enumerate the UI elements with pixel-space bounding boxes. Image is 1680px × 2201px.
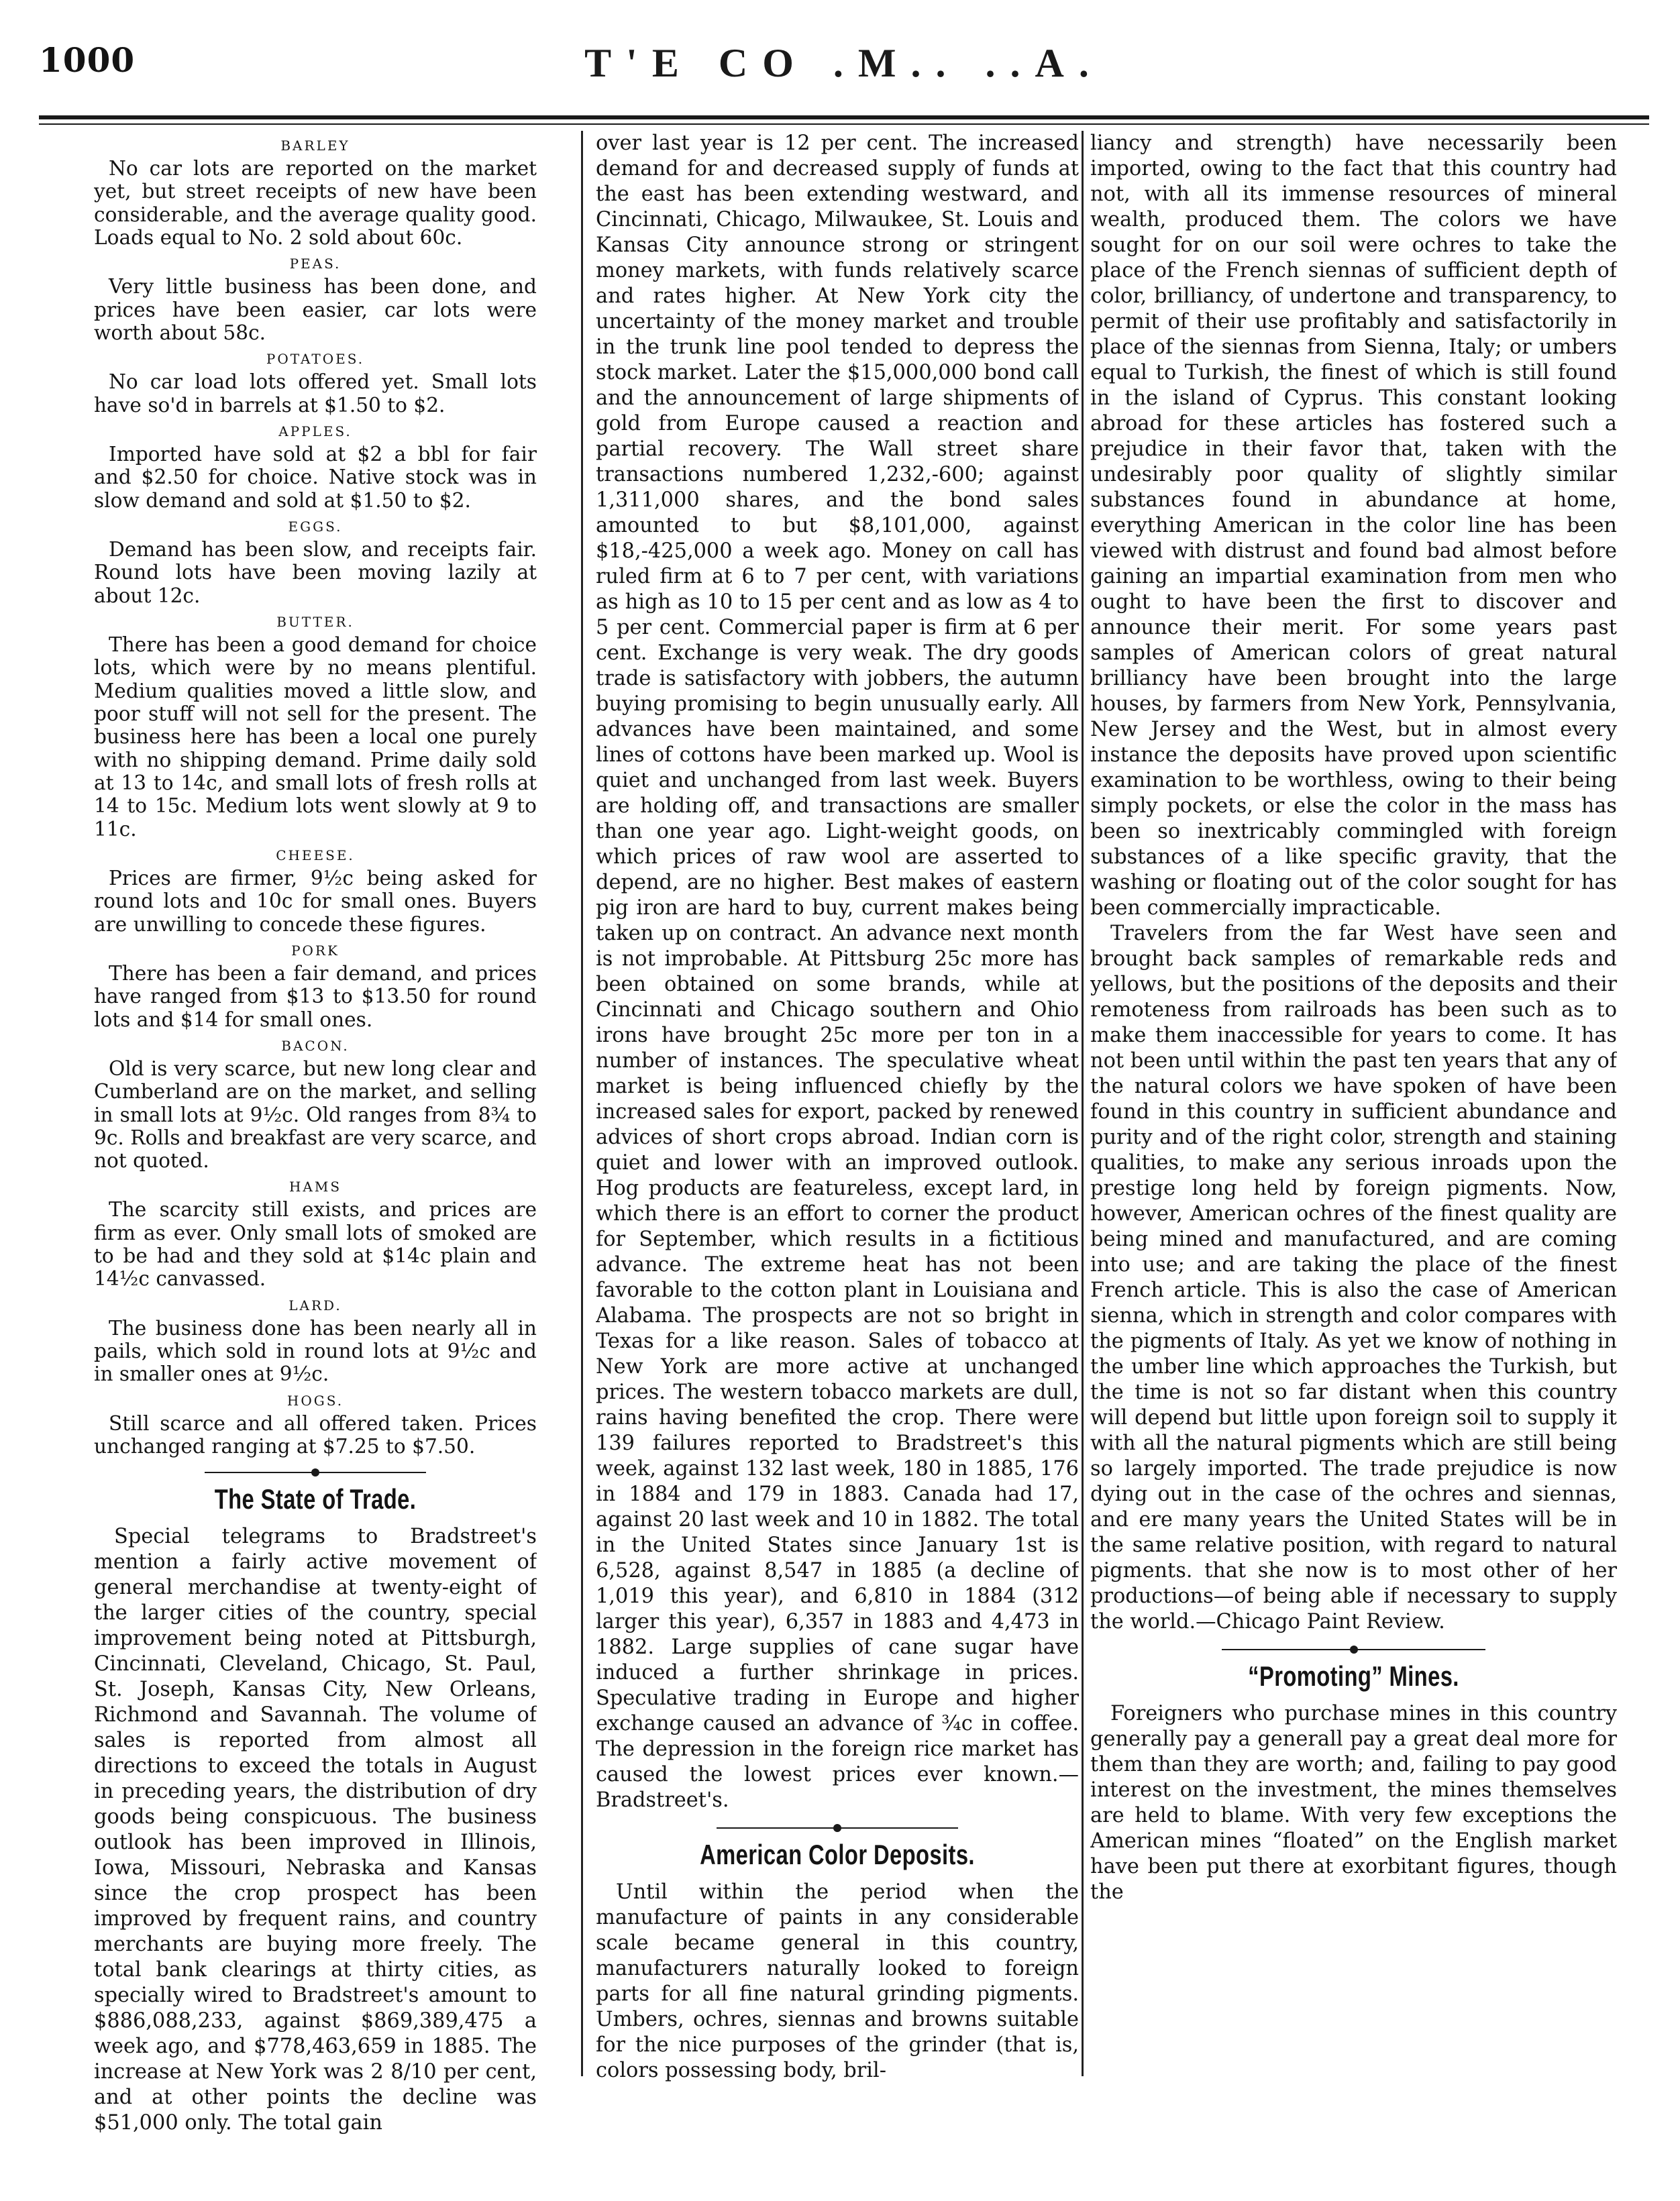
page-header [39,40,1649,114]
column-rule-1 [581,131,583,2076]
column-rule-2 [1082,131,1084,2076]
section-title-promoting-mines: “Promoting” Mines. [1248,1660,1459,1692]
column-2 [596,131,1079,2143]
header-rule-thick [39,115,1649,119]
market-report-text: Very little business has been done, and prices have been easier, car lots were worth about 58c. [94,275,537,344]
market-report-heading: APPLES. [278,423,352,439]
market-report-text: The business done has been nearly all in pails, which sold in round lots at 9½c and in smaller ones at 9½c. [94,1316,537,1386]
market-report-heading: BUTTER. [276,613,354,630]
market-reports [94,138,537,1458]
state-of-trade-text: Special telegrams to Bradstreet's mention a fairly active movement of general merchandise at twenty-eight of the larger cities of the country, special improvement being noted at Pittsburgh, Cincinnati, Cleveland, Chicago, St. Paul, St. Joseph, Kansas City, New Orleans, Richmond and Savannah. The volume of sales is reported from almost all directions to exceed the totals in August in preceding years, the distribution of dry goods being conspicuous. The business outlook has been improved in Illinois, Iowa, Missouri, Nebraska and Kansas since the crop prospect has been improved by frequent rains, and country merchants are buying more freely. The total bank clearings at thirty cities, as specially wired to Bradstreet's amount to $886,088,233, against $869,389,475 a week ago, and $778,463,659 in 1885. The increase at New York was 2 8/10 per cent, and at other points the decline was $51,000 only. The total gain [94,1524,537,2135]
travelers-paragraph: Travelers from the far West have seen and brought back samples of remarkable reds and yellows, but the positions of the deposits and their remoteness from railroads has been such as to make them inaccessible for years to come. It has not been until within the past ten years that any of the natural colors we have spoken of have been found in this country in sufficient abundance and purity and of the right color, strength and staining qualities, to make any serious inroads upon the prestige long held by foreign pigments. Now, however, American ochres of the finest quality are being mined and manufactured, and are coming into use; and are taking the place of the finest French article. This is also the case of American sienna, which in strength and color compares with the pigments of Italy. As yet we know of nothing in the umber line which approaches the Turkish, but the time is not so far distant when this country will depend but little upon foreign soil to supply it with all the natural pigments which are still being so largely imported. The trade prejudice is now dying out in the case of the ochres and siennas, and ere many years the United States will be in the same relative position, with regard to natural pigments. that she now is to most other of her productions—of being able if necessary to supply the world.—Chicago Paint Review. [1090,922,1617,1633]
masthead: T'E CO .M.. ..A. [584,41,1104,85]
market-report-text: There has been a fair demand, and prices have ranged from $13 to $13.50 for round lots and $14 for small ones. [94,961,537,1031]
market-report-text: No car load lots offered yet. Small lots have so'd in barrels at $1.50 to $2. [94,370,537,417]
section-title-american-color-deposits: American Color Deposits. [700,1839,975,1870]
market-report-heading: BARLEY [280,138,350,154]
market-report-text: Still scarce and all offered taken. Prices unchanged ranging at $7.25 to $7.50. [94,1411,537,1458]
american-color-continued: liancy and strength) have necessarily been imported, owing to the fact that this country had not, with all its immense resources of mineral wealth, produced them. The colors we have sought for on our soil were ochres to take the place of the French siennas of sufficient depth of color, brilliancy, of undertone and transparency, to permit of their use profitably and satisfactorily in place of the siennas from Sienna, Italy; or umbers equal to Turkish, the finest of which is still found in the island of Cyprus. This constant looking abroad for these articles has fostered such a prejudice in their favor that, taken with the undesirably poor quality of slightly similar substances found in abundance at home, everything American in the color line has been viewed with distrust and found bad almost before gaining an impartial examination from men who ought to have been the first to discover and announce their merit. For some years past samples of American colors of great natural brilliancy have been brought into the large houses, by farmers from New York, Pennsylvania, New Jersey and the West, but in almost every instance the deposits have proved upon scientific examination to be worthless, owing to their being simply pockets, or else the color in the mass has been so inextricably commingled with foreign substances of a like specific gravity, that the washing or floating out of the color sought for has been commercially impracticable. [1090,131,1617,920]
section-title-state-of-trade: The State of Trade. [214,1483,417,1515]
american-color-text: Until within the period when the manufacture of paints in any considerable scale became general in this country, manufacturers naturally looked to foreign parts for all fine natural grinding pigments. Umbers, ochres, siennas and browns suitable for the nice purposes of the grinder (that is, colors possessing body, bril- [596,1880,1079,2082]
market-report-heading: CHEESE. [276,847,355,863]
market-report-heading: PEAS. [289,256,342,272]
market-report-text: Demand has been slow, and receipts fair. Round lots have been moving lazily at about 12c. [94,537,537,607]
section-divider [596,1823,1079,1833]
header-rule-thin [39,123,1649,125]
market-report-text: Prices are firmer, 9½c being asked for round lots and 10c for small ones. Buyers are unwilling to concede these figures. [94,866,537,936]
market-report-text: The scarcity still exists, and prices are firm as ever. Only small lots of smoked are to be had and they sold at $14c plain and 14½c canvassed. [94,1198,537,1291]
state-of-trade-continued: over last year is 12 per cent. The increased demand for and decreased supply of funds at the east has been extending westward, and Cincinnati, Chicago, Milwaukee, St. Louis and Kansas City announce strong or stringent money markets, with funds relatively scarce and rates higher. At New York city the uncertainty of the money market and trouble in the trunk line pool tended to depress the stock market. Later the $15,000,000 bond call and the announcement of large shipments of gold from Europe caused a reaction and partial recovery. The Wall street share transactions numbered 1,232,-600; against 1,311,000 shares, and the bond sales amounted to but $8,101,000, against $18,-425,000 a week ago. Money on call has ruled firm at 6 to 7 per cent, with variations as high as 10 to 15 per cent and as low as 4 to 5 per cent. Commercial paper is firm at 6 per cent. Exchange is very weak. The dry goods trade is satisfactory with jobbers, the autumn buying promising to begin unusually early. All advances have been maintained, and some lines of cottons have been marked up. Wool is quiet and unchanged from last week. Buyers are holding off, and transactions are smaller than one year ago. Light-weight goods, on which prices of raw wool are asserted to depend, are no higher. Best makes of eastern pig iron are hard to buy, current makes being taken up on contract. An advance next month is not improbable. At Pittsburg 25c more has been obtained on some brands, while at Cincinnati and Chicago southern and Ohio irons have brought 25c more per ton in a number of instances. The speculative wheat market is being influenced chiefly by the increased sales for export, packed by renewed advices of short crops abroad. Indian corn is quiet and lower with an improved outlook. Hog products are featureless, except lard, in which there is an effort to corner the product for September, which results in a fictitious advance. The extreme heat has not been favorable to the cotton plant in Louisiana and Alabama. The prospects are not so bright in Texas for a like reason. Sales of tobacco at New York are more active at unchanged prices. The western tobacco markets are dull, rains having benefited the crop. There were 139 failures reported to Bradstreet's this week, against 132 last week, 180 in 1885, 176 in 1884 and 179 in 1883. Canada had 17, against 20 last week and 10 in 1882. The total in the United States since January 1st is 6,528, against 8,547 in 1885 (a decline of 1,019 this year), and 6,810 in 1884 (312 larger this year), 6,357 in 1883 and 4,473 in 1882. Large supplies of cane sugar have induced a further shrinkage in prices. Speculative trading in Europe and higher exchange caused an advance of ¾c in coffee. The depression in the foreign rice market has caused the lowest prices ever known.—Bradstreet's. [596,131,1079,1812]
section-divider [94,1467,537,1478]
market-report-text: Old is very scarce, but new long clear and Cumberland are on the market, and selling in small lots at 9½c. Old ranges from 8¾ to 9c. Rolls and breakfast are very scarce, and not quoted. [94,1057,537,1173]
market-report-heading: PORK [291,942,339,959]
section-divider [1090,1644,1617,1655]
market-report-heading: POTATOES. [266,351,365,368]
market-report-text: There has been a good demand for choice lots, which were by no means plentiful. Medium qualities moved a little slow, and poor stuff will not sell for the present. The business here has been a local one purely with no shipping demand. Prime daily sold at 13 to 14c, and small lots of fresh rolls at 14 to 15c. Medium lots went slowly at 9 to 11c. [94,633,537,841]
column-1 [94,131,537,2143]
market-report-text: No car lots are reported on the market yet, but street receipts of new have been considerable, and the average quality good. Loads equal to No. 2 sold about 60c. [94,157,537,249]
market-report-heading: EGGS. [288,518,343,535]
market-report-heading: HOGS. [286,1392,344,1409]
column-3 [1090,131,1617,2143]
market-report-heading: HAMS [288,1179,342,1195]
promoting-mines-text: Foreigners who purchase mines in this country generally pay a generall pay a great deal more for them than they are worth; and, failing to pay good interest on the investment, the mines themselves are held to blame. With very few exceptions the American mines “floated” on the English market have been put there at exorbitant figures, though the [1090,1701,1617,1904]
market-report-heading: LARD. [288,1297,342,1313]
market-report-text: Imported have sold at $2 a bbl for fair and $2.50 for choice. Native stock was in slow demand and sold at $1.50 to $2. [94,442,537,512]
page-number: 1000 [39,40,136,80]
market-report-heading: BACON. [281,1037,350,1054]
